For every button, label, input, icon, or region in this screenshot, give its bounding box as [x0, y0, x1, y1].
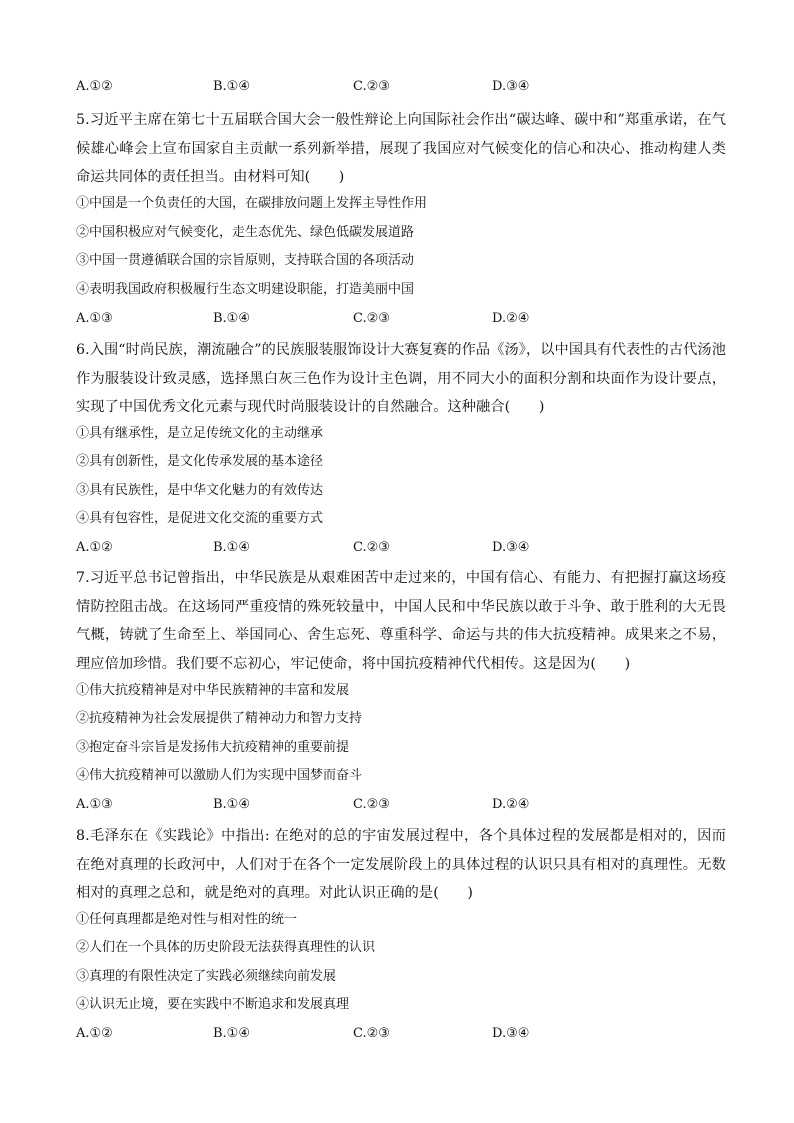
q5-item-2: ②中国积极应对气候变化，走生态优先、绿色低碳发展道路 [76, 225, 415, 240]
q5-option-a: A.①③ [76, 311, 113, 326]
q8-option-d: D.③④ [492, 1026, 530, 1041]
q5-option-b: B.①④ [213, 311, 250, 326]
q8-item-2: ②人们在一个具体的历史阶段无法获得真理性的认识 [76, 940, 376, 955]
q6-stem: 6.入围“时尚民族，潮流融合”的民族服装服饰设计大赛复赛的作品《汤》，以中国具有代表性的古代汤池作为服装设计致灵感，选择黑白灰三色作为设计主色调，用不同大小的面积分割和块面作为设计要点，实现了中国优秀文化元素与现代时尚服装设计的自然融合。这种融合( ) [76, 342, 726, 415]
q7-item-1: ①伟大抗疫精神是对中华民族精神的丰富和发展 [76, 683, 350, 698]
q8-item-3: ③真理的有限性决定了实践必须继续向前发展 [76, 969, 337, 984]
q7-stem: 7.习近平总书记曾指出，中华民族是从艰难困苦中走过来的，中国有信心、有能力、有把握打赢这场疫情防控阻击战。在这场同严重疫情的殊死较量中，中国人民和中华民族以敢于斗争、敢于胜利的大无畏气概，铸就了生命至上、举国同心、舍生忘死、尊重科学、命运与共的伟大抗疫精神。成果来之不易，理应倍加珍惜。我们要不忘初心，牢记使命，将中国抗疫精神代代相传。这是因为( ) [76, 570, 726, 672]
q5-item-1: ①中国是一个负责任的大国，在碳排放问题上发挥主导性作用 [76, 196, 428, 211]
q4-option-a: A.①② [76, 79, 113, 94]
q4-option-b: B.①④ [213, 79, 250, 94]
q7-item-3: ③抱定奋斗宗旨是发扬伟大抗疫精神的重要前提 [76, 740, 350, 755]
q5-options [76, 309, 726, 329]
q8-option-b: B.①④ [213, 1026, 250, 1041]
q4-option-c: C.②③ [353, 79, 390, 94]
q7-option-d: D.②④ [492, 797, 530, 812]
q7-option-b: B.①④ [213, 797, 250, 812]
q6-option-d: D.③④ [492, 540, 530, 555]
q7-item-4: ④伟大抗疫精神可以激励人们为实现中国梦而奋斗 [76, 768, 363, 783]
q5-option-d: D.②④ [492, 311, 530, 326]
q6-options [76, 538, 726, 558]
q8-option-c: C.②③ [353, 1026, 390, 1041]
q8-option-a: A.①② [76, 1026, 113, 1041]
q6-item-4: ④具有包容性，是促进文化交流的重要方式 [76, 511, 324, 526]
q7-options [76, 795, 726, 815]
q7-item-2: ②抗疫精神为社会发展提供了精神动力和智力支持 [76, 711, 363, 726]
q8-options [76, 1024, 726, 1044]
q8-stem: 8.毛泽东在《实践论》中指出: 在绝对的总的宇宙发展过程中，各个具体过程的发展都是相对的，因而在绝对真理的长政河中，人们对于在各个一定发展阶段上的具体过程的认识只具有相对的真理性。无数相对的真理之总和，就是绝对的真理。对此认识正确的是( ) [76, 828, 726, 901]
q5-option-c: C.②③ [353, 311, 390, 326]
q6-option-b: B.①④ [213, 540, 250, 555]
q8-item-4: ④认识无止境，要在实践中不断追求和发展真理 [76, 997, 350, 1012]
q5-stem: 5.习近平主席在第七十五届联合国大会一般性辩论上向国际社会作出“碳达峰、碳中和”郑重承诺，在气候雄心峰会上宣布国家自主贡献一系列新举措，展现了我国应对气候变化的信心和决心、推动构建人类命运共同体的责任担当。由材料可知( ) [76, 112, 726, 185]
q5-item-3: ③中国一贯遵循联合国的宗旨原则，支持联合国的各项活动 [76, 253, 415, 268]
q6-option-c: C.②③ [353, 540, 390, 555]
q4-options [76, 77, 726, 97]
q7-option-c: C.②③ [353, 797, 390, 812]
q4-option-d: D.③④ [492, 79, 530, 94]
q6-option-a: A.①② [76, 540, 113, 555]
q5-item-4: ④表明我国政府积极履行生态文明建设职能，打造美丽中国 [76, 282, 415, 297]
q6-item-2: ②具有创新性，是文化传承发展的基本途径 [76, 454, 324, 469]
q6-item-1: ①具有继承性，是立足传统文化的主动继承 [76, 426, 324, 441]
q6-item-3: ③具有民族性，是中华文化魅力的有效传达 [76, 483, 324, 498]
q7-option-a: A.①③ [76, 797, 113, 812]
q8-item-1: ①任何真理都是绝对性与相对性的统一 [76, 912, 298, 927]
